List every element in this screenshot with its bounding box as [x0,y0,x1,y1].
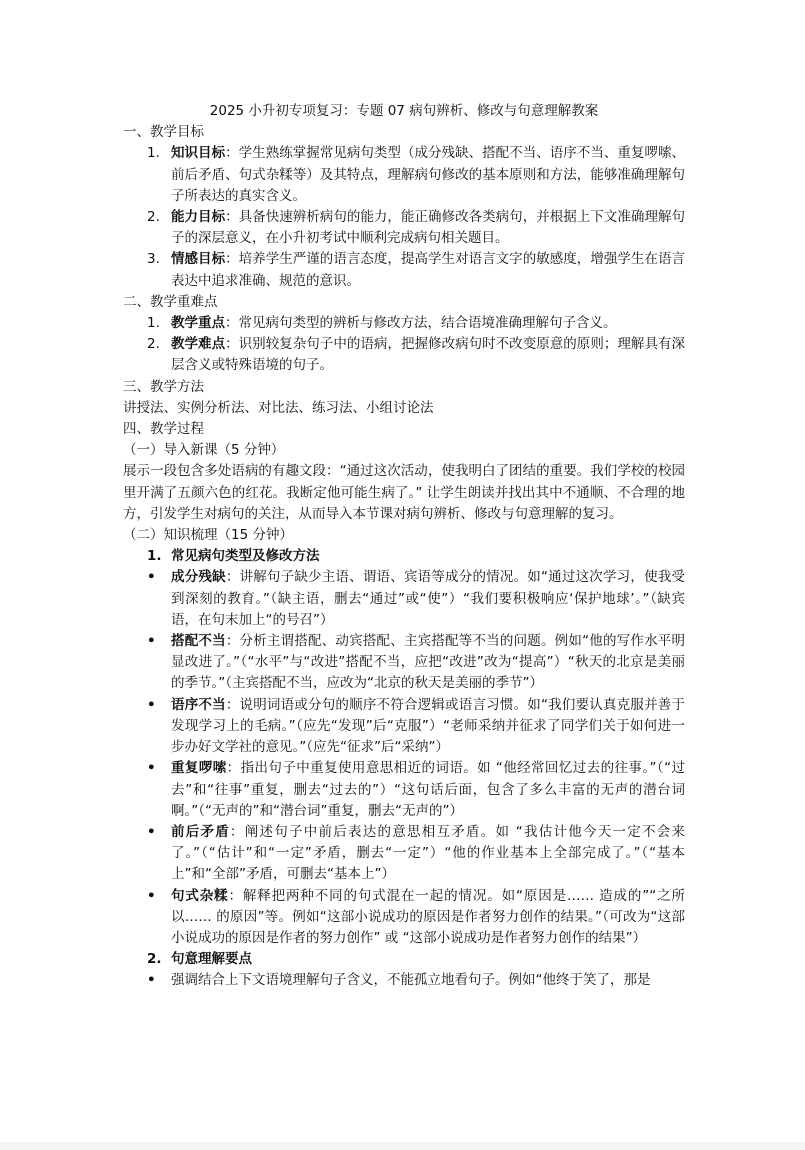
item-text: ：常见病句类型的辨析与修改方法，结合语境准确理解句子含义。 [225,315,617,332]
item-text: ：阐述句子中前后表达的意思相互矛盾。如 “我估计他今天一定不会来了。”（“估计”和“一定”矛盾，删去“一定”）“他的作业基本上全部完成了。”（“基本上”和“全部”矛盾，可删去“基本上”） [171,823,685,883]
error-types-list [123,567,685,949]
bullet-icon: • [147,972,156,989]
list-item [123,631,685,695]
item-label: 搭配不当 [171,633,226,650]
subsection-heading-knowledge: （二）知识梳理（15 分钟） [123,527,293,544]
subsection-heading-intro: （一）导入新课（5 分钟） [123,442,285,459]
bullet-icon: • [147,823,156,840]
list-item [123,822,685,886]
bullet-icon: • [147,887,156,904]
sub-heading-label: 常见病句类型及修改方法 [171,548,320,565]
item-label: 教学重点 [171,315,225,332]
list-item [123,313,685,334]
item-text: 强调结合上下文语境理解句子含义，不能孤立地看句子。例如“他终于笑了，那是 [171,972,651,989]
section-heading-key-points: 二、教学重难点 [123,293,218,310]
item-text: ：解释把两种不同的句式混在一起的情况。如“原因是…… 造成的”“之所以…… 的原因”等。例如“这部小说成功的原因是作者努力创作的结果。”（可改为“这部小说成功的原因是作者的努力创作” 或 “这部小说成功是作者努力创作的结果”） [171,887,685,946]
item-label: 句式杂糅 [171,887,229,904]
sub-heading-label: 句意理解要点 [171,951,252,968]
list-number: 1. [147,315,160,332]
section-heading-methods: 三、教学方法 [123,378,204,395]
item-label: 能力目标 [171,209,226,226]
item-label: 情感目标 [171,251,226,268]
item-label: 成分残缺 [171,569,226,586]
list-number: 2. [147,209,160,226]
document-content [123,101,685,992]
item-text: ：分析主谓搭配、动宾搭配、主宾搭配等不当的问题。例如“他的写作水平明显改进了。”（“水平”与“改进”搭配不当，应把“改进”改为“提高”）“秋天的北京是美丽的季节。”（主宾搭配不当，应改为“北京的秋天是美丽的季节”） [171,633,685,692]
item-label: 知识目标 [171,145,226,162]
bullet-icon: • [147,760,156,777]
sub-heading-meaning [123,949,685,970]
list-number: 3. [147,251,160,268]
item-label: 重复啰嗦 [171,760,227,777]
list-item [123,695,685,759]
item-text: ：培养学生严谨的语言态度，提高学生对语言文字的敏感度，增强学生在语言表达中追求准确、规范的意识。 [171,251,686,289]
bullet-icon: • [147,633,156,650]
document-title: 2025 小升初专项复习：专题 07 病句辨析、修改与句意理解教案 [209,103,599,119]
list-number: 1. [147,548,162,565]
list-item [123,758,685,822]
item-label: 教学难点 [171,336,226,353]
list-number: 2. [147,951,162,968]
item-text: ：说明词语或分句的顺序不符合逻辑或语言习惯。如“我们要认真克服并善于发现学习上的毛病。”（应先“发现”后“克服”）“老师采纳并征求了同学们关于如何进一步办好文学社的意见。”（应先“征求”后“采纳”） [171,696,685,756]
meaning-list [123,970,685,991]
item-text: ：讲解句子缺少主语、谓语、宾语等成分的情况。如“通过这次学习，使我受到深刻的教育。”（缺主语，删去“通过”或“使”）“我们要积极响应‘保护地球’。”（缺宾语，在句末加上“的号召”） [171,569,685,628]
section-heading-process: 四、教学过程 [123,421,204,438]
list-item [123,143,685,207]
intro-paragraph: 展示一段包含多处语病的有趣文段：“通过这次活动，使我明白了团结的重要。我们学校的校园里开满了五颜六色的红花。我断定他可能生病了。” 让学生朗读并找出其中不通顺、不合理的地方，引发学生对病句的关注，从而导入本节课对病句辨析、修改与句意理解的复习。 [123,463,685,522]
list-item [123,567,685,631]
bullet-icon: • [147,696,156,713]
item-text: ：识别较复杂句子中的语病，把握修改病句时不改变原意的原则；理解具有深层含义或特殊语境的句子。 [171,336,686,374]
methods-text: 讲授法、实例分析法、对比法、练习法、小组讨论法 [123,399,434,416]
item-text: ：具备快速辨析病句的能力，能正确修改各类病句，并根据上下文准确理解句子的深层意义，在小升初考试中顺利完成病句相关题目。 [171,209,686,247]
item-label: 前后矛盾 [171,823,230,840]
bullet-icon: • [147,569,156,586]
item-text: ：指出句子中重复使用意思相近的词语。如 “他经常回忆过去的往事。”（“过去”和“往事”重复，删去“过去的”）“这句话后面，包含了多么丰富的无声的潜台词啊。”（“无声的”和“潜台词”重复，删去“无声的”） [171,760,685,819]
list-item [123,249,685,291]
key-points-list [123,313,685,377]
list-item [123,886,685,950]
item-label: 语序不当 [171,696,226,713]
list-number: 1. [147,145,160,162]
list-item [123,334,685,376]
list-number: 2. [147,336,160,353]
sub-heading-error-types [123,546,685,567]
list-item [123,970,685,991]
objectives-list [123,143,685,291]
list-item [123,207,685,249]
item-text: ：学生熟练掌握常见病句类型（成分残缺、搭配不当、语序不当、重复啰嗦、前后矛盾、句式杂糅等）及其特点，理解病句修改的基本原则和方法，能够准确理解句子所表达的真实含义。 [171,145,686,204]
section-heading-objectives: 一、教学目标 [123,124,204,141]
